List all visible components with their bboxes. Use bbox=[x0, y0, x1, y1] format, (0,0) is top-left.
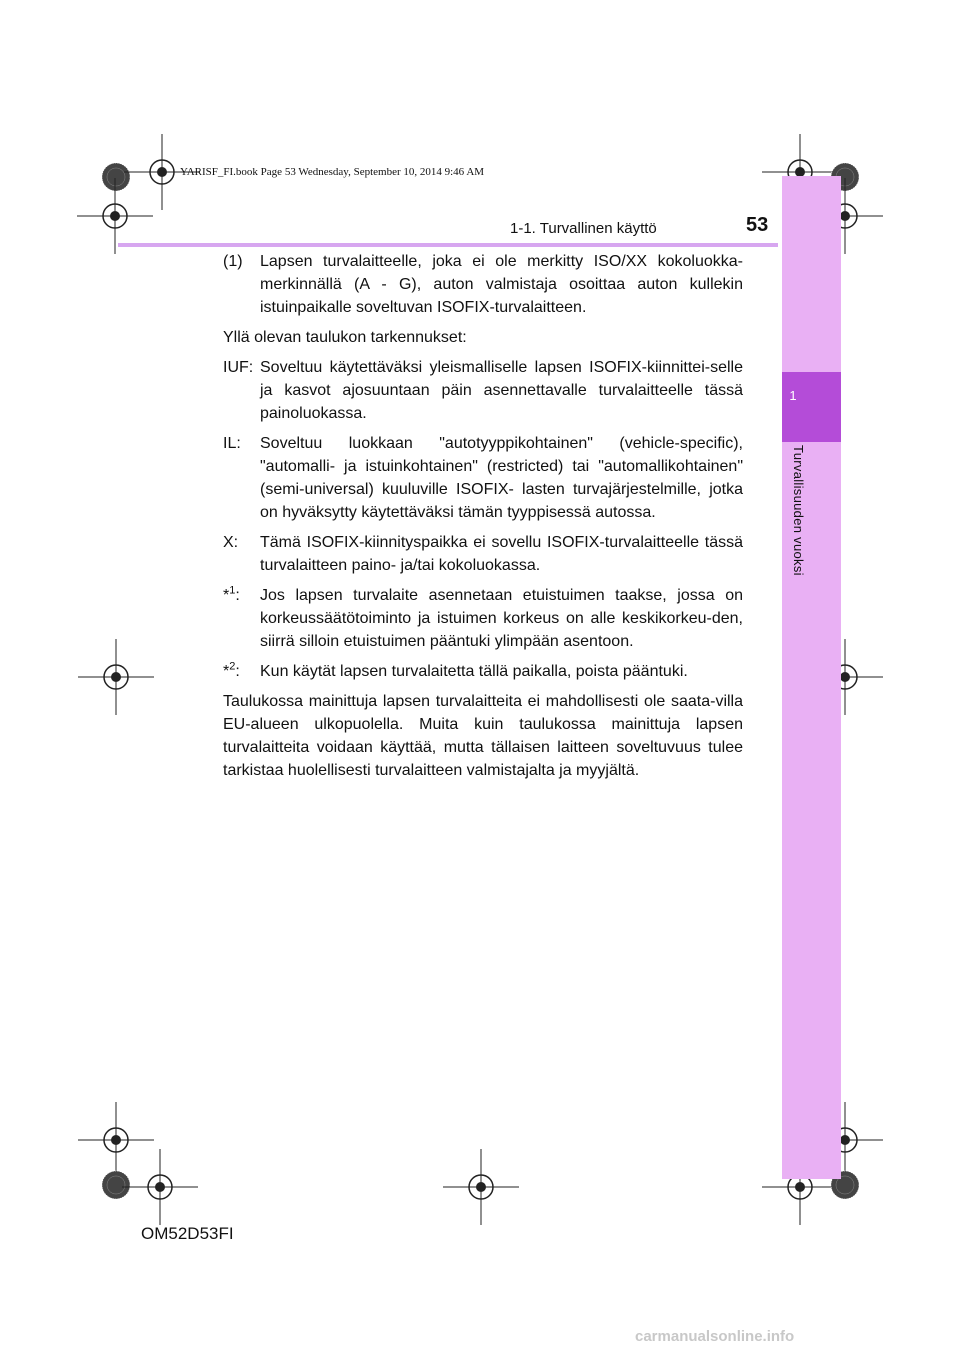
crosshair-icon bbox=[443, 1149, 519, 1225]
document-code: OM52D53FI bbox=[141, 1224, 234, 1243]
section-title: 1-1. Turvallinen käyttö bbox=[510, 220, 657, 237]
legend-iuf bbox=[223, 356, 743, 425]
page-number: 53 bbox=[746, 214, 769, 236]
print-mark-icon bbox=[102, 1171, 130, 1199]
legend-intro: Yllä olevan taulukon tarkennukset: bbox=[223, 329, 467, 346]
print-mark-icon bbox=[102, 163, 130, 191]
footnote-1 bbox=[223, 584, 743, 653]
footnote-text: Kun käytät lapsen turvalaitetta tällä paikalla, poista pääntuki. bbox=[260, 663, 688, 680]
footnote-star: * bbox=[223, 663, 230, 680]
note-label: (1) bbox=[223, 253, 243, 270]
legend-text: Soveltuu käytettäväksi yleismalliselle lapsen ISOFIX-kiinnittei-selle ja kasvot ajosuuntaan päin asennettavalle turvalaitteelle tässä painoluokassa. bbox=[260, 359, 743, 422]
legend-il bbox=[223, 432, 743, 524]
footnote-2 bbox=[223, 660, 743, 683]
footnote-star: * bbox=[223, 587, 230, 604]
note-text: Lapsen turvalaitteelle, joka ei ole merkitty ISO/XX kokoluokka-merkinnällä (A - G), auton valmistaja osoittaa auton kullekin istuinpaikalle soveltuvan ISOFIX-turvalaitteen. bbox=[260, 253, 743, 316]
footnote-number: 1 bbox=[229, 584, 236, 597]
chapter-number: 1 bbox=[789, 388, 797, 403]
footnote-colon: : bbox=[235, 663, 240, 680]
legend-text: Soveltuu luokkaan "autotyyppikohtainen" (vehicle-specific), "automalli- ja istuinkohtainen" (restricted) tai "automallikohtainen" (semi-universal) kuuluville ISOFIX- lasten turvajärjestelmille, jotka on hyväksytty käytettäväksi tämän tyyppisessä autossa. bbox=[260, 435, 743, 521]
footnote-label bbox=[223, 584, 260, 653]
chapter-title: Turvallisuuden vuoksi bbox=[791, 445, 806, 576]
legend-label: IUF: bbox=[223, 359, 254, 376]
footnote-colon: : bbox=[235, 587, 240, 604]
crosshair-icon bbox=[78, 1102, 154, 1178]
crosshair-icon bbox=[78, 639, 154, 715]
legend-label: X: bbox=[223, 534, 239, 551]
crosshair-icon bbox=[122, 1149, 198, 1225]
book-info: YARISF_FI.book Page 53 Wednesday, September 10, 2014 9:46 AM bbox=[180, 166, 485, 178]
legend-text: Tämä ISOFIX-kiinnityspaikka ei sovellu ISOFIX-turvalaitteelle tässä turvalaitteen paino- ja/tai kokoluokassa. bbox=[260, 534, 743, 574]
footnote-text: Jos lapsen turvalaite asennetaan etuistuimen taakse, jossa on korkeussäätötoiminto ja istuimen korkeus on alle keskikorkeu-den, siirrä silloin etuistuimen pääntuki ylimpään asentoon. bbox=[260, 587, 743, 650]
legend-x bbox=[223, 531, 743, 577]
chapter-tab bbox=[782, 372, 841, 442]
legend-label: IL: bbox=[223, 435, 241, 452]
header-rule bbox=[118, 243, 778, 247]
chapter-sidebar bbox=[782, 176, 841, 1179]
main-content bbox=[223, 250, 743, 789]
footnote-number: 2 bbox=[229, 660, 236, 673]
watermark: carmanualsonline.info bbox=[635, 1328, 795, 1345]
closing-paragraph: Taulukossa mainittuja lapsen turvalaitteita ei mahdollisesti ole saata-villa EU-alueen ulkopuolella. Muita kuin taulukossa mainittuja lapsen turvalaitteita voidaan käyttää, mutta tällaisen laitteen soveltuvuus tulee tarkistaa huolellisesti turvalaitteen valmistajalta ja myyjältä. bbox=[223, 693, 743, 779]
footnote-label bbox=[223, 660, 260, 683]
note-1 bbox=[223, 250, 743, 319]
